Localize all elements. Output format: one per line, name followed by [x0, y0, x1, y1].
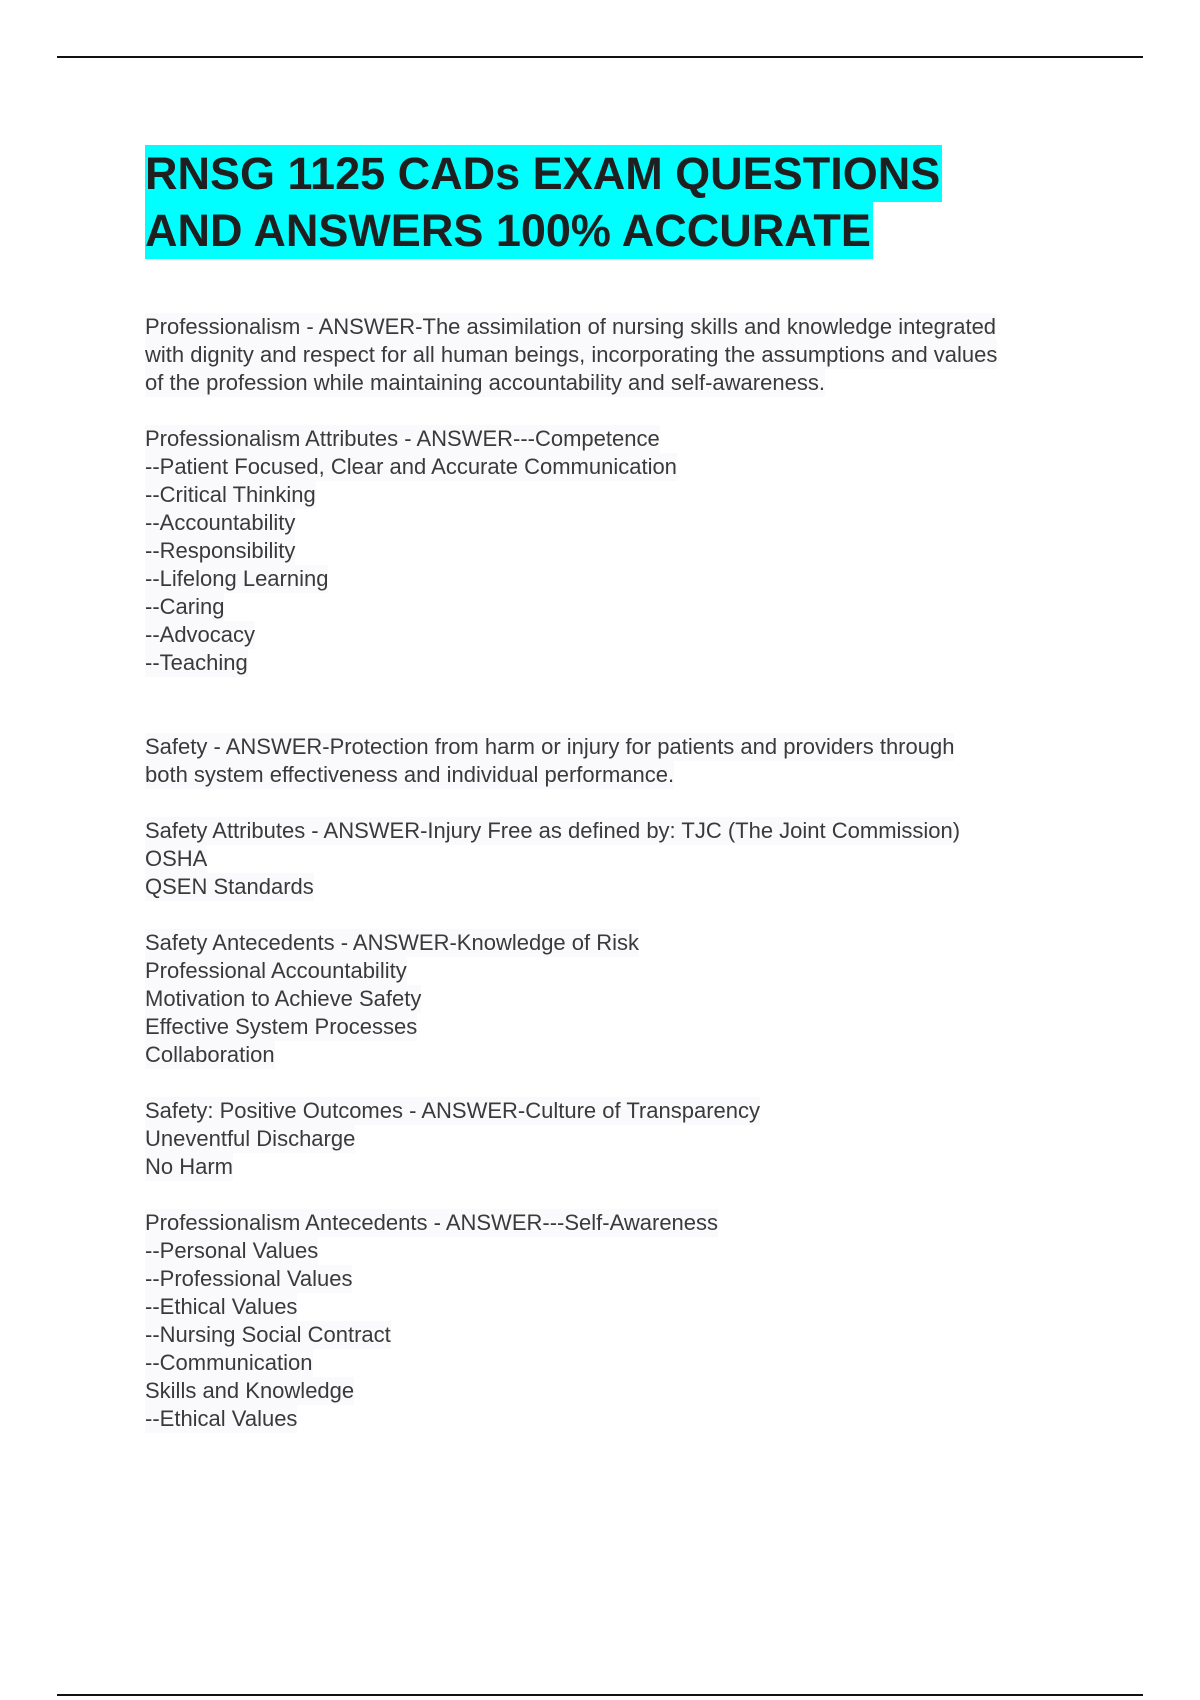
qa-entry: [145, 1209, 1105, 1433]
qa-answer-line: --Advocacy: [145, 622, 256, 647]
qa-entry: [145, 929, 1105, 1069]
qa-answer-line: --Ethical Values: [145, 1406, 298, 1431]
qa-term-line: Safety Attributes - ANSWER-Injury Free as defined by: TJC (The Joint Commission): [145, 818, 961, 843]
qa-answer-line: --Patient Focused, Clear and Accurate Communication: [145, 454, 677, 479]
qa-answer-line: --Lifelong Learning: [145, 566, 329, 591]
qa-answer-line: --Accountability: [145, 510, 296, 535]
qa-entry: [145, 733, 1105, 789]
qa-answer-line: No Harm: [145, 1154, 234, 1179]
qa-answer-line: Effective System Processes: [145, 1014, 418, 1039]
qa-answer-line: --Caring: [145, 594, 225, 619]
qa-answer-line: --Critical Thinking: [145, 482, 316, 507]
header-rule: [57, 56, 1143, 58]
qa-answer-line: --Nursing Social Contract: [145, 1322, 391, 1347]
footer-rule: [57, 1694, 1143, 1696]
qa-answer-line: Professional Accountability: [145, 958, 407, 983]
qa-term-line: Professionalism Attributes - ANSWER---Competence: [145, 426, 660, 451]
qa-term-line: Safety Antecedents - ANSWER-Knowledge of Risk: [145, 930, 640, 955]
qa-term-line: Safety: Positive Outcomes - ANSWER-Culture of Transparency: [145, 1098, 761, 1123]
qa-answer-line: QSEN Standards: [145, 874, 314, 899]
document-title: [145, 145, 1045, 259]
qa-entry: [145, 425, 1105, 677]
qa-entry: [145, 313, 1105, 397]
qa-answer-line: --Teaching: [145, 650, 248, 675]
title-line: RNSG 1125 CADs EXAM QUESTIONS: [145, 145, 942, 202]
qa-entry: [145, 1097, 1105, 1181]
qa-answer-line: with dignity and respect for all human beings, incorporating the assumptions and values: [145, 342, 998, 367]
qa-answer-line: --Communication: [145, 1350, 313, 1375]
document-body: [145, 313, 1105, 1433]
qa-answer-line: Collaboration: [145, 1042, 275, 1067]
qa-entry: [145, 817, 1105, 901]
qa-answer-line: of the profession while maintaining accountability and self-awareness.: [145, 370, 825, 395]
qa-answer-line: Skills and Knowledge: [145, 1378, 355, 1403]
qa-term-line: Professionalism - ANSWER-The assimilation of nursing skills and knowledge integrated: [145, 314, 997, 339]
qa-answer-line: both system effectiveness and individual performance.: [145, 762, 675, 787]
qa-answer-line: --Responsibility: [145, 538, 296, 563]
qa-answer-line: --Professional Values: [145, 1266, 353, 1291]
qa-answer-line: OSHA: [145, 846, 208, 871]
qa-term-line: Safety - ANSWER-Protection from harm or injury for patients and providers through: [145, 734, 955, 759]
qa-answer-line: --Personal Values: [145, 1238, 319, 1263]
title-line: AND ANSWERS 100% ACCURATE: [145, 202, 873, 259]
qa-answer-line: Uneventful Discharge: [145, 1126, 356, 1151]
qa-term-line: Professionalism Antecedents - ANSWER---Self-Awareness: [145, 1210, 719, 1235]
qa-answer-line: Motivation to Achieve Safety: [145, 986, 422, 1011]
qa-answer-line: --Ethical Values: [145, 1294, 298, 1319]
